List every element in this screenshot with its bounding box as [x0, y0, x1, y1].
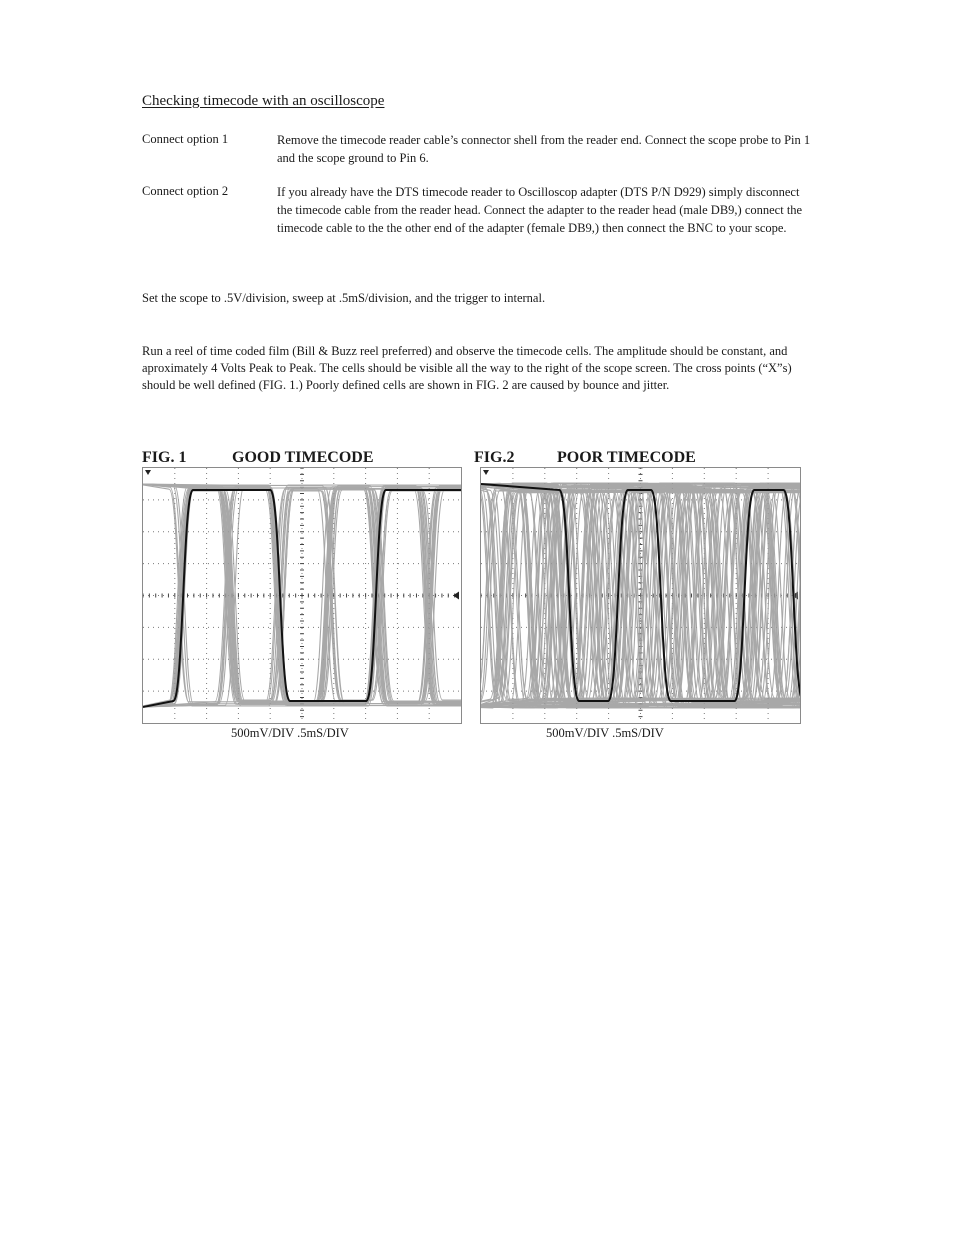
figure-2-caption: 500mV/DIV .5mS/DIV	[546, 726, 664, 740]
option1-label: Connect option 1	[142, 132, 229, 146]
page-title: Checking timecode with an oscilloscope	[142, 93, 385, 109]
option2-text: If you already have the DTS timecode reader to Oscilloscop adapter (DTS P/N D929) simply disconnect the timecode cable from the reader head. Connect the adapter to the reader head (male DB9,) connect the timecode cable to the the other end of the adapter (female DB9,) then connect the BNC to your scope.	[277, 185, 803, 235]
scope-setting-paragraph: Set the scope to .5V/division, sweep at .5mS/division, and the trigger to internal.	[142, 291, 546, 305]
figure-1-number: FIG. 1	[142, 449, 187, 466]
figure-1-oscilloscope-trace	[142, 467, 462, 724]
figure-2-oscilloscope-trace	[480, 467, 801, 724]
observation-paragraph: Run a reel of time coded film (Bill & Buzz reel preferred) and observe the timecode cells. The amplitude should be constant, and aproximately 4 Volts Peak to Peak. The cells should be visible all the way to the right of the scope screen. The cross points (“X”s) should be well defined (FIG. 1.) Poorly defined cells are shown in FIG. 2 are caused by bounce and jitter.	[142, 344, 792, 392]
figure-1-caption: 500mV/DIV .5mS/DIV	[231, 726, 349, 740]
option1-text: Remove the timecode reader cable’s connector shell from the reader end. Connect the scope probe to Pin 1 and the scope ground to Pin 6.	[277, 133, 811, 165]
overlay-traces	[481, 483, 800, 708]
figure-2-title: POOR TIMECODE	[557, 449, 696, 466]
figure-1-title: GOOD TIMECODE	[232, 449, 374, 466]
option2-label: Connect option 2	[142, 184, 229, 198]
figure-2-number: FIG.2	[474, 449, 515, 466]
